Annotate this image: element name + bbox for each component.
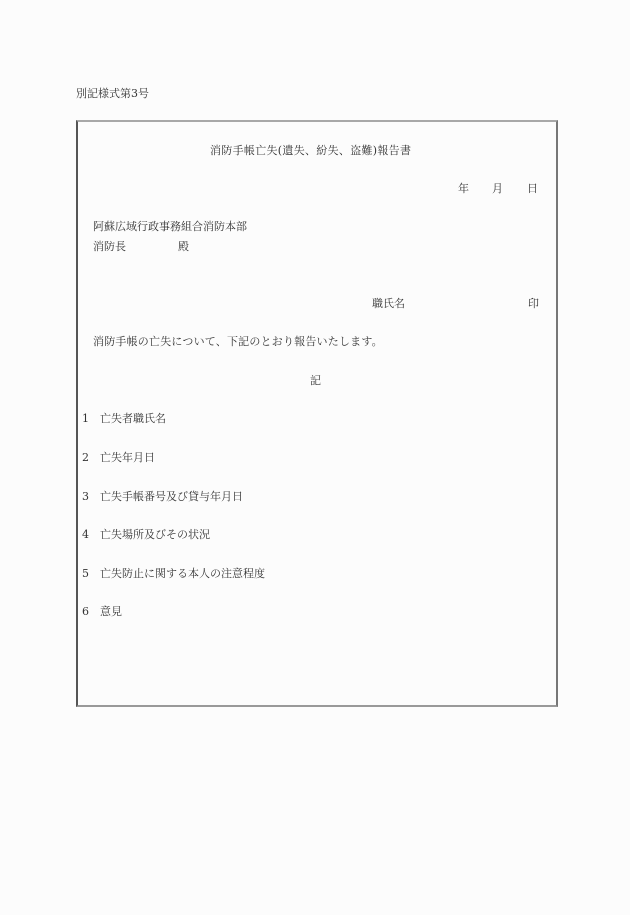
list-item (82, 603, 122, 619)
list-item (82, 565, 265, 581)
list-item (82, 488, 243, 504)
date-month-label: 月 (492, 182, 503, 195)
item-text: 亡失者職氏名 (100, 412, 166, 425)
form-number-label: 別記様式第3号 (76, 87, 149, 100)
item-number: 2 (82, 451, 89, 464)
item-text: 亡失防止に関する本人の注意程度 (100, 567, 265, 580)
addressee-title: 消防長 (93, 240, 126, 253)
item-text: 亡失手帳番号及び貸与年月日 (100, 490, 243, 503)
item-text: 亡失年月日 (100, 451, 155, 464)
seal-label: 印 (528, 297, 539, 310)
addressee-organization: 阿蘇広域行政事務組合消防本部 (93, 220, 247, 233)
item-number: 4 (82, 528, 89, 541)
list-item (82, 526, 210, 542)
date-day-label: 日 (527, 182, 538, 195)
item-text: 意見 (100, 605, 122, 618)
report-statement: 消防手帳の亡失について、下記のとおり報告いたします。 (93, 335, 383, 348)
date-year-label: 年 (458, 182, 469, 195)
item-number: 1 (82, 412, 89, 425)
reporter-position-name-label: 職氏名 (372, 297, 405, 310)
addressee-honorific: 殿 (178, 240, 189, 253)
item-number: 6 (82, 605, 89, 618)
item-number: 5 (82, 567, 89, 580)
item-number: 3 (82, 490, 89, 503)
list-item (82, 410, 166, 426)
item-text: 亡失場所及びその状況 (100, 528, 210, 541)
document-title: 消防手帳亡失(遺失、紛失、盗難)報告書 (210, 144, 412, 157)
list-item (82, 449, 155, 465)
ki-heading: 記 (310, 374, 321, 387)
